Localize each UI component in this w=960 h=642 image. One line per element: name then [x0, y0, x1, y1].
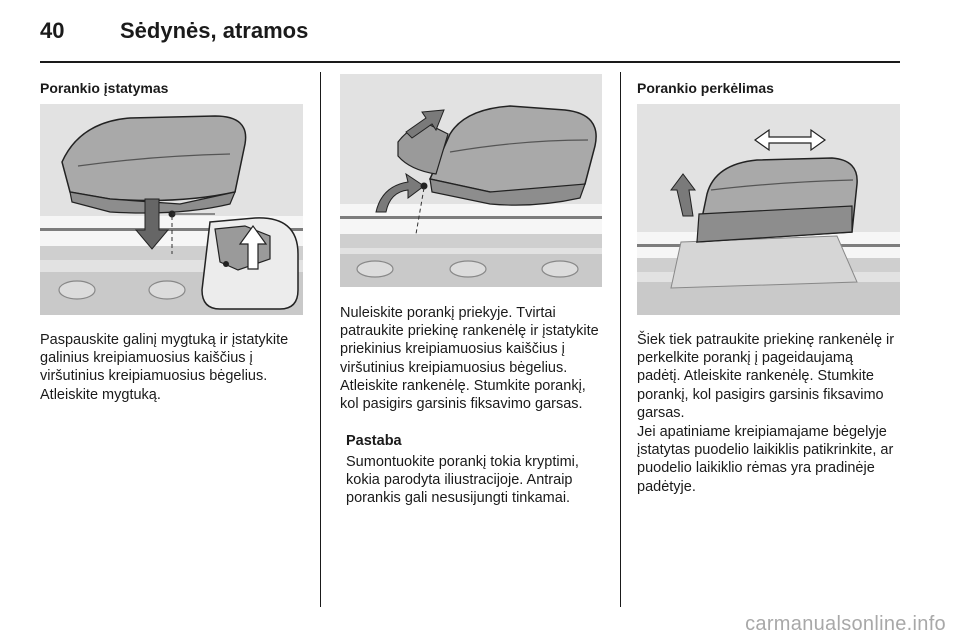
lower-instructions: Nuleiskite porankį priekyje. Tvirtai patraukite priekinę rankenėlę ir įstatykite priekinius kreipiamuosius kaiščius į viršutinius kreipiamuosius bėgelius. Atleiskite rankenėlę. Stumkite porankį, kol pasigirs garsinis fiksavimo garsas.: [340, 305, 599, 413]
header-rule: [40, 61, 900, 63]
column-divider-1: [320, 72, 321, 607]
armrest-move-illustration: [637, 104, 900, 315]
install-instructions: Paspauskite galinį mygtuką ir įstatykite galinius kreipiamuosius kaiščius į viršutinius kreipiamuosius bėgelius. Atleiskite mygtuką.: [40, 332, 289, 403]
section-heading-move: Porankio perkėlimas: [637, 80, 774, 96]
move-instructions: Šiek tiek patraukite priekinę rankenėlę ir perkelkite porankį į pageidaujamą padėtį. Atleiskite rankenėlę. Stumkite porankį, kol pasigirs garsinis fiksavimo garsas.: [637, 332, 895, 421]
note-text: Sumontuokite porankį tokia kryptimi, kokia parodyta iliustracijoje. Antraip porankis gali nesusijungti tinkamai.: [346, 454, 579, 507]
watermark: carmanualsonline.info: [745, 613, 946, 635]
cup-holder-note: Jei apatiniame kreipiamajame bėgelyje įstatytas puodelio laikiklis patikrinkite, ar puodelio laikiklio rėmas yra pradinėje padėtyje.: [637, 424, 894, 495]
column-divider-2: [620, 72, 621, 607]
page-number: 40: [40, 18, 65, 43]
note-heading: Pastaba: [346, 433, 402, 449]
armrest-install-illustration: [40, 104, 303, 315]
armrest-lower-illustration: [340, 74, 602, 287]
section-heading-install: Porankio įstatymas: [40, 80, 169, 96]
page-title: Sėdynės, atramos: [120, 18, 309, 43]
